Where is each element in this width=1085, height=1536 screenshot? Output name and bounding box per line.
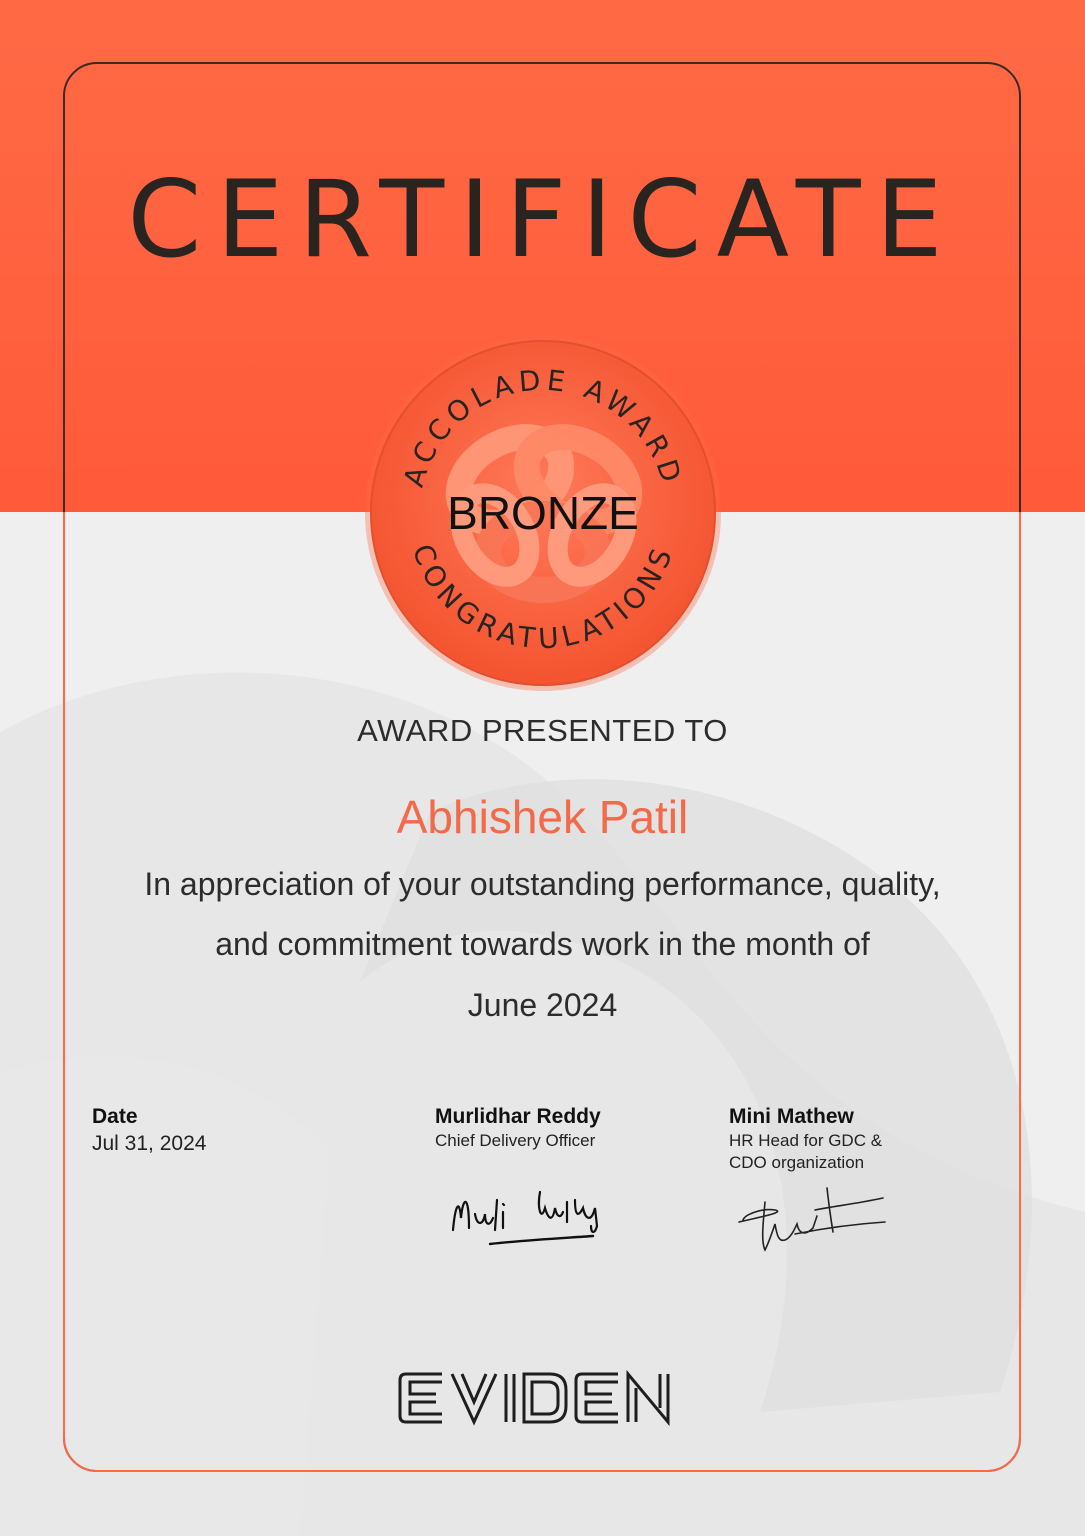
signature-image bbox=[735, 1180, 890, 1260]
signatory-role: HR Head for GDC & bbox=[729, 1131, 883, 1150]
date-label: Date bbox=[92, 1105, 138, 1128]
date-value: Jul 31, 2024 bbox=[92, 1132, 207, 1155]
signatory-block bbox=[435, 1104, 601, 1152]
award-badge bbox=[360, 330, 726, 696]
signatory-role: CDO organization bbox=[729, 1153, 865, 1172]
badge-arc-top: ACCOLADE AWARD bbox=[396, 363, 690, 491]
signature-image bbox=[445, 1178, 625, 1256]
signatory-name: Murlidhar Reddy bbox=[435, 1105, 601, 1128]
date-block bbox=[92, 1104, 206, 1158]
badge-arc-bottom: CONGRATULATIONS bbox=[405, 539, 681, 656]
citation-line: and commitment towards work in the month of bbox=[215, 926, 870, 962]
presented-label: AWARD PRESENTED TO bbox=[357, 713, 728, 748]
signatory-role: Chief Delivery Officer bbox=[435, 1131, 596, 1150]
signatory-block bbox=[729, 1104, 882, 1174]
signatory-name: Mini Mathew bbox=[729, 1105, 854, 1128]
certificate-title: CERTIFICATE bbox=[127, 158, 958, 281]
badge-level: BRONZE bbox=[447, 487, 639, 539]
citation-line: In appreciation of your outstanding performance, quality, bbox=[144, 866, 941, 902]
recipient-name: Abhishek Patil bbox=[396, 791, 689, 843]
eviden-logo bbox=[398, 1368, 688, 1428]
citation-line: June 2024 bbox=[467, 987, 618, 1023]
